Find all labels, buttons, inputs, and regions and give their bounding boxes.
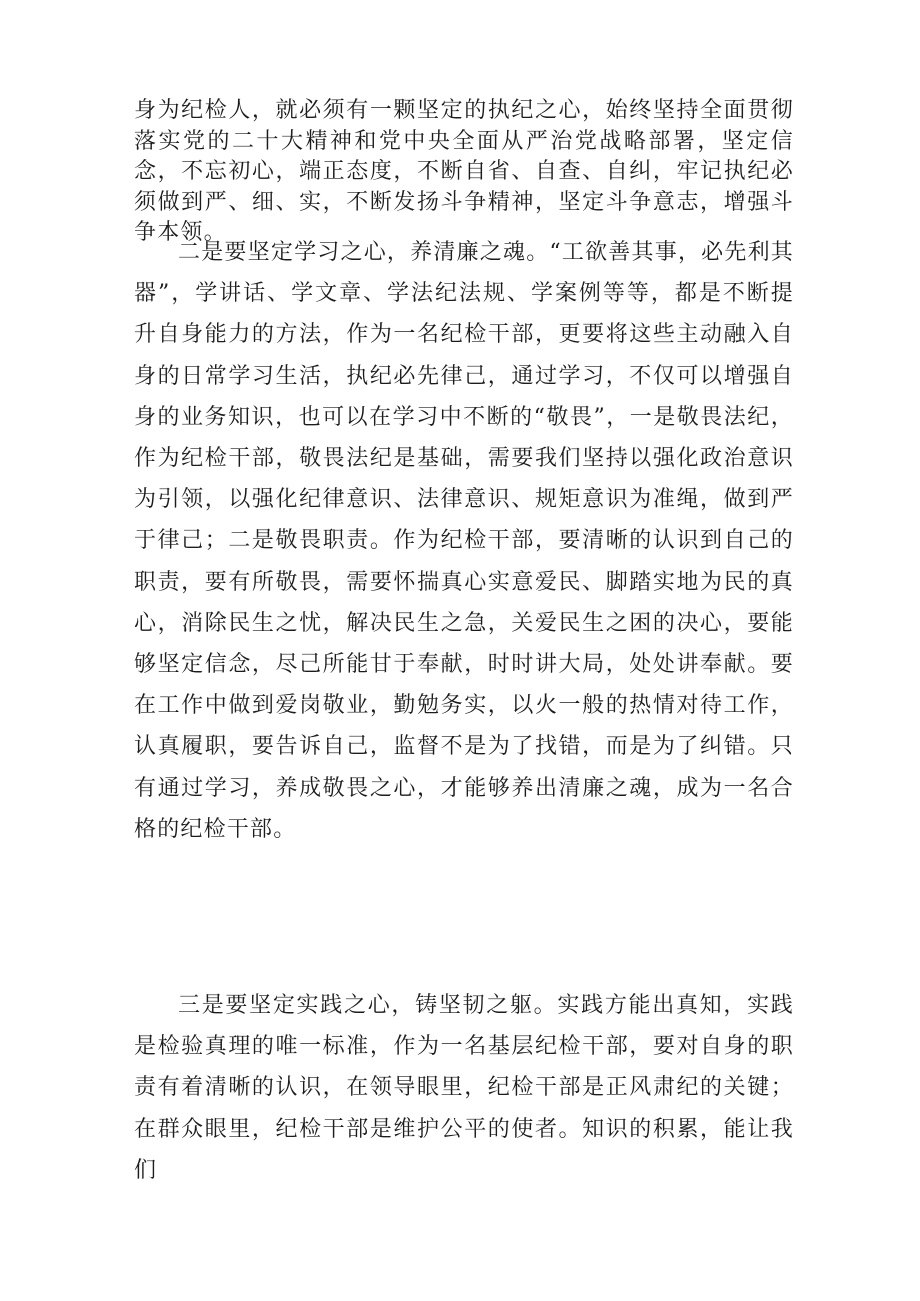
paragraph-study: 二是要坚定学习之心，养清廉之魂。“工欲善其事，必先利其器”，学讲话、学文章、学法纪法规、学案例等等，都是不断提升自身能力的方法，作为一名纪检干部，更要将这些主动融入自身的日常学习生活，执纪必先律己，通过学习，不仅可以增强自身的业务知识，也可以在学习中不断的“敬畏”，一是敬畏法纪，作为纪检干部，敬畏法纪是基础，需要我们坚持以强化政治意识为引领，以强化纪律意识、法律意识、规矩意识为准绳，做到严于律己；二是敬畏职责。作为纪检干部，要清晰的认识到自己的职责，要有所敬畏，需要怀揣真心实意爱民、脚踏实地为民的真心，消除民生之忧，解决民生之急，关爱民生之困的决心，要能够坚定信念，尽己所能甘于奉献，时时讲大局，处处讲奉献。要在工作中做到爱岗敬业，勤勉务实，以火一般的热情对待工作，认真履职，要告诉自己，监督不是为了找错，而是为了纠错。只有通过学习，养成敬畏之心，才能够养出清廉之魂，成为一名合格的纪检干部。 bbox=[134, 240, 794, 842]
paragraph-continuation: 身为纪检人，就必须有一颗坚定的执纪之心，始终坚持全面贯彻落实党的二十大精神和党中央全面从严治党战略部署，坚定信念，不忘初心，端正态度，不断自省、自查、自纠，牢记执纪必须做到严、细、实，不断发扬斗争精神，坚定斗争意志，增强斗争本领。 bbox=[134, 98, 794, 245]
paragraph-practice: 三是要坚定实践之心，铸坚韧之躯。实践方能出真知，实践是检验真理的唯一标准，作为一名基层纪检干部，要对自身的职责有着清晰的认识，在领导眼里，纪检干部是正风肃纪的关键；在群众眼里，纪检干部是维护公平的使者。知识的积累，能让我们 bbox=[134, 993, 794, 1183]
